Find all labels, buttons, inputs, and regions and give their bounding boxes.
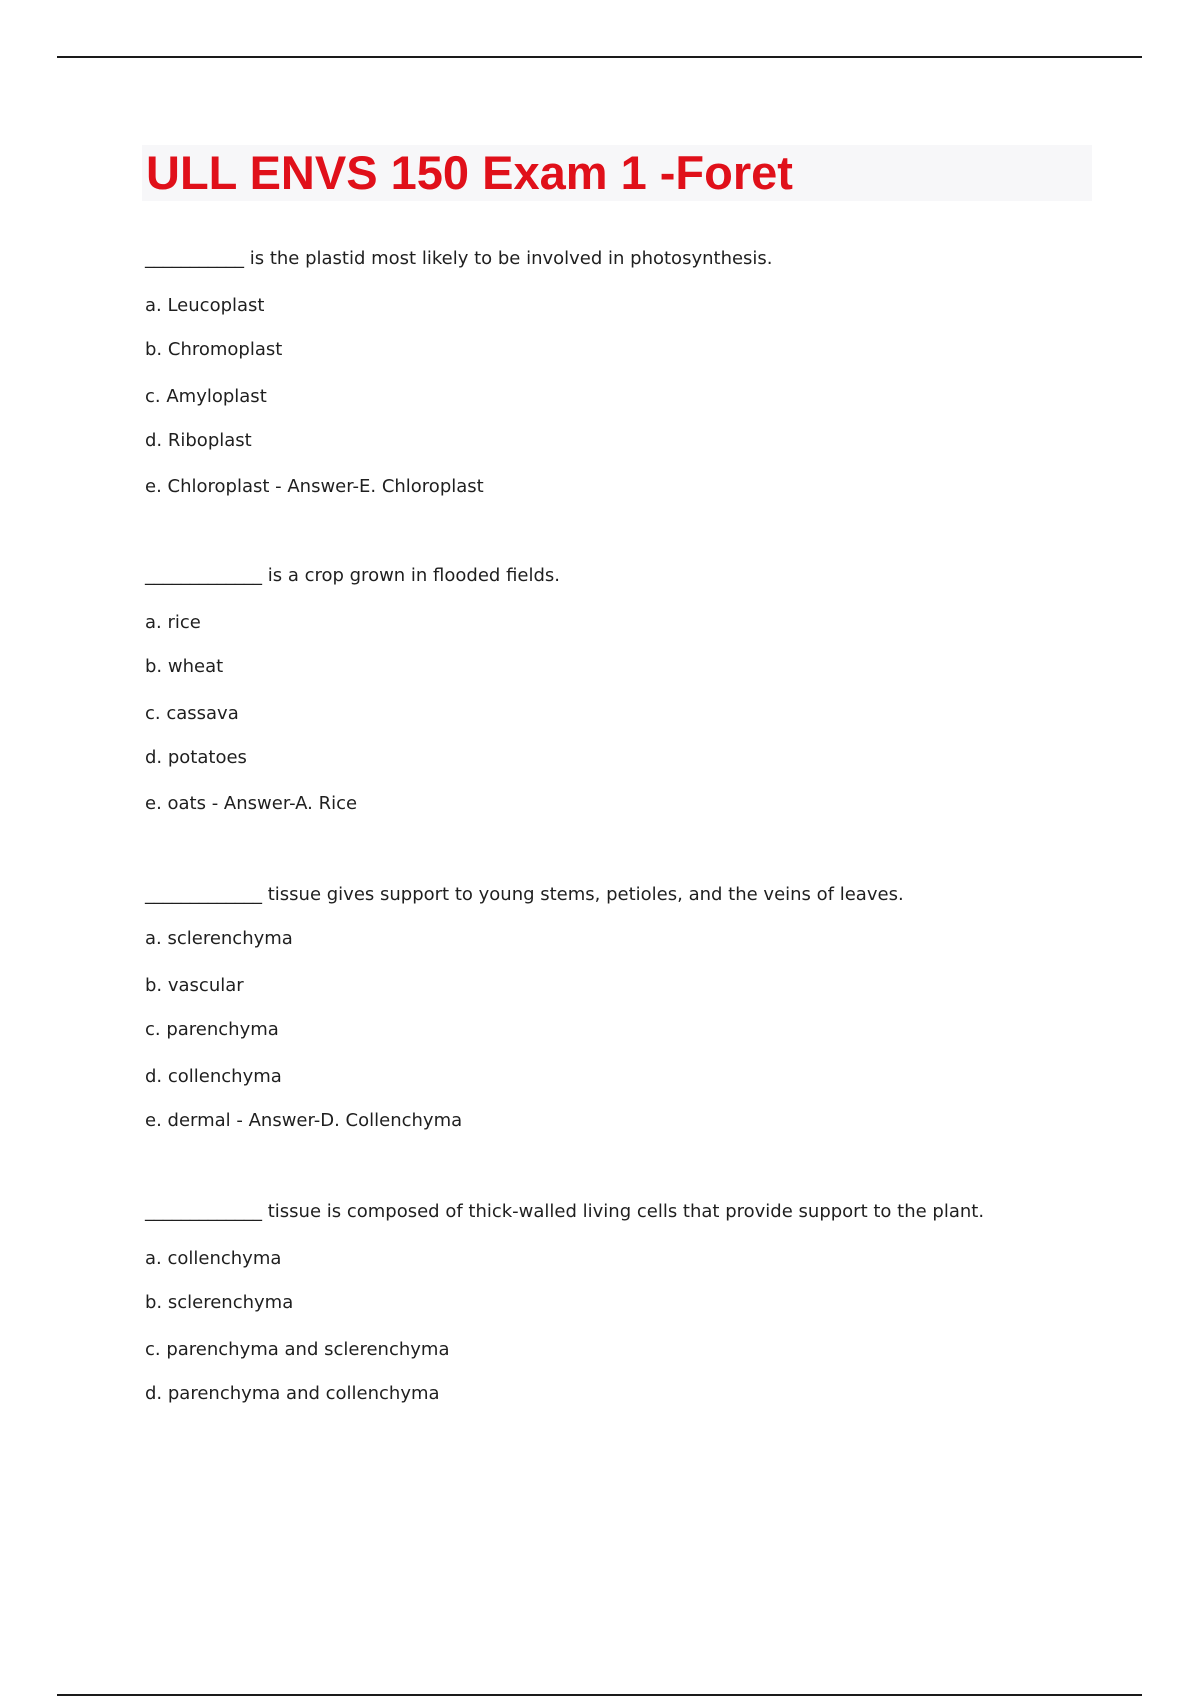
option-b: b. sclerenchyma xyxy=(145,1292,294,1313)
option-a: a. sclerenchyma xyxy=(145,928,293,949)
option-e-answer: e. Chloroplast - Answer-E. Chloroplast xyxy=(145,476,484,497)
top-rule xyxy=(57,56,1142,58)
question-prompt: _____________ is a crop grown in flooded fields. xyxy=(145,565,561,586)
option-b: b. wheat xyxy=(145,656,224,677)
option-e-answer: e. dermal - Answer-D. Collenchyma xyxy=(145,1110,463,1131)
option-c: c. cassava xyxy=(145,703,239,724)
question-prompt: ___________ is the plastid most likely to be involved in photosynthesis. xyxy=(145,248,773,269)
option-d: d. potatoes xyxy=(145,747,247,768)
option-a: a. Leucoplast xyxy=(145,295,265,316)
option-d: d. parenchyma and collenchyma xyxy=(145,1383,440,1404)
option-a: a. rice xyxy=(145,612,201,633)
bottom-rule xyxy=(57,1694,1142,1696)
option-b: b. vascular xyxy=(145,975,244,996)
question-prompt: _____________ tissue is composed of thick-walled living cells that provide support to the plant. xyxy=(145,1201,985,1222)
question-prompt: _____________ tissue gives support to young stems, petioles, and the veins of leaves. xyxy=(145,884,904,905)
option-a: a. collenchyma xyxy=(145,1248,282,1269)
option-c: c. Amyloplast xyxy=(145,386,267,407)
option-d: d. collenchyma xyxy=(145,1066,282,1087)
option-e-answer: e. oats - Answer-A. Rice xyxy=(145,793,358,814)
document-title: ULL ENVS 150 Exam 1 -Foret xyxy=(146,146,793,199)
option-b: b. Chromoplast xyxy=(145,339,283,360)
option-c: c. parenchyma xyxy=(145,1019,279,1040)
option-c: c. parenchyma and sclerenchyma xyxy=(145,1339,450,1360)
option-d: d. Riboplast xyxy=(145,430,252,451)
